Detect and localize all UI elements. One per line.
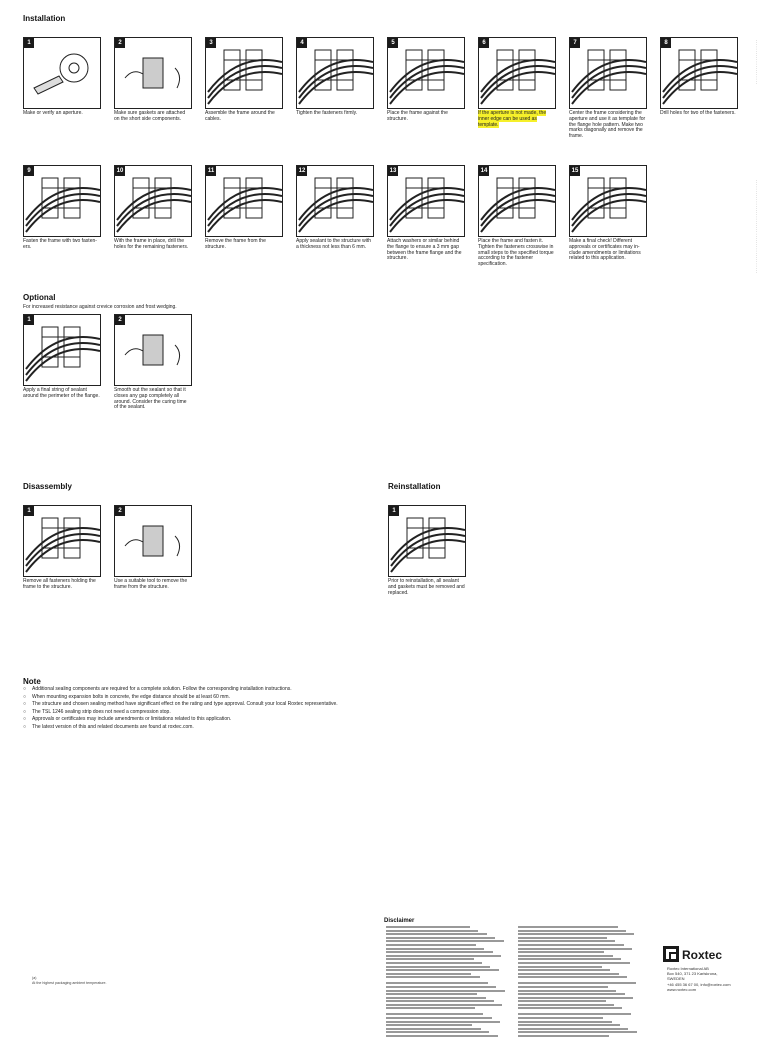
step-illustration — [23, 37, 101, 109]
step-illustration — [114, 314, 192, 386]
optional-step-1 — [23, 314, 101, 400]
step-number-badge: 1 — [24, 506, 34, 516]
disclaimer-column-2 — [518, 926, 638, 994]
installation-step-12 — [296, 165, 374, 251]
step-caption: Place the frame and fasten it. Tighten the fasteners crosswise in small steps to the specified torque according to the fastener specification. — [478, 238, 554, 268]
step-caption: If the aperture is not made, the inner edge can be used as template. — [478, 110, 547, 128]
notes-list — [23, 686, 523, 731]
step-number-badge: 7 — [570, 38, 580, 48]
step-illustration — [23, 505, 101, 577]
step-number-badge: 3 — [206, 38, 216, 48]
side-mark-top: · · · · · · · · · · · · · · · · · · · · · — [754, 40, 758, 84]
step-illustration — [478, 37, 556, 109]
installation-step-3 — [205, 37, 283, 123]
note-item: ○ The latest version of this and related documents are found at roxtec.com. — [23, 724, 523, 732]
step-illustration — [387, 165, 465, 237]
step-caption: Assemble the frame around the cables. — [205, 110, 275, 122]
installation-step-9 — [23, 165, 101, 251]
optional-step-2 — [114, 314, 192, 411]
step-illustration — [114, 165, 192, 237]
installation-step-7 — [569, 37, 647, 140]
installation-step-2 — [114, 37, 192, 123]
note-heading: Note — [23, 677, 41, 686]
address-line: Box 540, 371 23 Karlskrona, — [667, 971, 718, 977]
step-caption: Drill holes for two of the fasteners. — [660, 110, 736, 116]
installation-step-10 — [114, 165, 192, 251]
step-illustration — [387, 37, 465, 109]
step-number-badge: 4 — [297, 38, 307, 48]
note-item: ○ The structure and chosen sealing method have significant effect on the rating and type approval. Consult your local Roxtec representative. — [23, 701, 523, 709]
footnote-marker: (a) — [32, 976, 37, 980]
step-illustration — [478, 165, 556, 237]
installation-step-4 — [296, 37, 374, 117]
step-number-badge: 11 — [207, 168, 215, 174]
disclaimer-column-1 — [386, 926, 506, 994]
installation-heading: Installation — [23, 14, 66, 23]
step-caption: Smooth out the sealant so that it closes any gap completely all around. Consider the curing time of the sealant. — [114, 387, 187, 411]
step-illustration — [114, 37, 192, 109]
step-illustration — [660, 37, 738, 109]
step-caption: Apply sealant to the structure with a thickness not less than 6 mm. — [296, 238, 372, 250]
installation-step-6 — [478, 37, 556, 128]
step-number-badge: 1 — [24, 38, 34, 48]
installation-step-11 — [205, 165, 283, 251]
step-caption: Use a suitable tool to remove the frame from the structure. — [114, 578, 188, 590]
step-illustration — [296, 37, 374, 109]
footnote-text: At the highest packaging ambient temperature. — [32, 980, 107, 985]
step-number-badge: 13 — [389, 168, 397, 174]
step-number-badge: 10 — [116, 168, 124, 174]
installation-step-13 — [387, 165, 465, 262]
step-illustration — [205, 165, 283, 237]
step-illustration — [296, 165, 374, 237]
step-number-badge: 1 — [389, 506, 399, 516]
address-line: SWEDEN — [667, 976, 685, 982]
step-caption: Tighten the fasteners firmly. — [296, 110, 358, 116]
step-illustration — [205, 37, 283, 109]
step-number-badge: 2 — [115, 38, 125, 48]
step-number-badge: 2 — [115, 315, 125, 325]
step-illustration — [23, 314, 101, 386]
reinstallation-step-1 — [388, 505, 466, 596]
installation-step-1 — [23, 37, 101, 117]
optional-heading: Optional — [23, 293, 56, 302]
step-number-badge: 6 — [479, 38, 489, 48]
step-caption: Fasten the frame with two fasten- ers. — [23, 238, 97, 250]
step-caption: Prior to reinstallation, all sealant and gaskets must be removed and replaced. — [388, 578, 465, 596]
step-illustration — [114, 505, 192, 577]
disassembly-step-2 — [114, 505, 192, 591]
reinstallation-heading: Reinstallation — [388, 482, 441, 491]
optional-subtitle: For increased resistance against crevice corrosion and frost wedging. — [23, 304, 177, 310]
step-illustration — [569, 165, 647, 237]
step-caption: Place the frame against the structure. — [387, 110, 448, 122]
step-number-badge: 2 — [115, 506, 125, 516]
step-caption: Make sure gaskets are attached on the short side components. — [114, 110, 186, 122]
step-number-badge: 1 — [24, 315, 34, 325]
note-item: ○ The TSL 1246 sealing strip does not need a compression stop. — [23, 709, 523, 717]
installation-step-15 — [569, 165, 647, 262]
disassembly-step-1 — [23, 505, 101, 591]
step-number-badge: 15 — [571, 168, 579, 174]
step-number-badge: 12 — [298, 168, 306, 174]
step-illustration — [23, 165, 101, 237]
note-item: ○ When mounting expansion bolts in concrete, the edge distance should be at least 60 mm. — [23, 694, 523, 702]
step-number-badge: 8 — [661, 38, 671, 48]
step-caption: Make a final check! Different approvals or certificates may in- clude amendments or limitations related to this application. — [569, 238, 641, 262]
installation-step-5 — [387, 37, 465, 123]
note-item: ○ Additional sealing components are required for a complete solution. Follow the corresponding installation instructions. — [23, 686, 523, 694]
brand-name: Roxtec — [682, 948, 723, 962]
footnote — [32, 976, 107, 985]
step-number-badge: 9 — [24, 166, 34, 176]
address-line: +46 455 36 67 00, info@roxtec.com — [667, 981, 731, 987]
step-number-badge: 14 — [480, 168, 488, 174]
step-caption: Apply a final string of sealant around the perimeter of the flange. — [23, 387, 100, 399]
address-line: Roxtec International AB — [667, 966, 709, 971]
note-item: ○ Approvals or certificates may include amendments or limitations related to this application. — [23, 716, 523, 724]
step-caption: Center the frame considering the aperture and use it as template for the flange hole pattern. Make two marks diagonally and remove the frame. — [569, 110, 646, 140]
side-mark-mid: · · · · · · · · · · · · · · · · · · · · · · · · · · · · · · · · · · · · · · · · · · · · — [754, 180, 758, 274]
address-line: www.roxtec.com — [667, 986, 697, 992]
step-number-badge: 5 — [388, 38, 398, 48]
disassembly-heading: Disassembly — [23, 482, 72, 491]
step-caption: Remove all fasteners holding the frame to the structure. — [23, 578, 96, 590]
step-caption: Remove the frame from the structure. — [205, 238, 266, 250]
installation-step-14 — [478, 165, 556, 268]
step-illustration — [569, 37, 647, 109]
disclaimer-heading: Disclaimer — [384, 918, 415, 924]
step-caption: Attach washers or similar behind the flange to ensure a 3 mm gap between the frame flange and the structure. — [387, 238, 462, 262]
step-illustration — [388, 505, 466, 577]
step-caption: With the frame in place, drill the holes for the remaining fasteners. — [114, 238, 189, 250]
company-address — [667, 966, 731, 992]
step-caption: Make or verify an aperture. — [23, 110, 83, 116]
installation-step-8 — [660, 37, 738, 117]
